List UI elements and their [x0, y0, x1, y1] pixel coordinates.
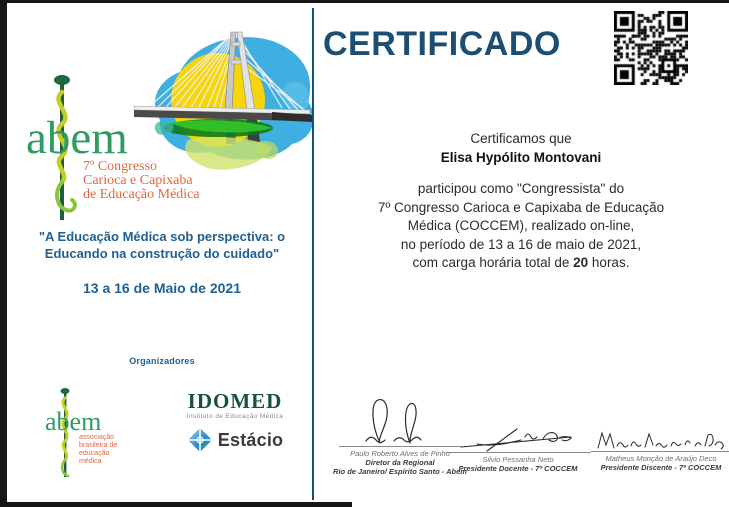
- svg-text:educação: educação: [79, 450, 110, 457]
- signature-scribble: [358, 396, 442, 446]
- intro-line: Certificamos que: [470, 131, 572, 146]
- signer-role: Presidente Discente - 7º COCCEM: [600, 463, 722, 472]
- hours-value: 20: [573, 255, 589, 270]
- signer-role: Presidente Docente - 7º COCCEM: [458, 464, 578, 473]
- photo-edge-left: [0, 0, 7, 507]
- certificate-body: [330, 130, 712, 273]
- signature-line: [446, 452, 591, 453]
- signer-name: Silvio Pessanha Neto: [482, 455, 554, 464]
- svg-text:7º Congresso: 7º Congresso: [83, 159, 157, 174]
- signature-block-2: [440, 427, 596, 473]
- svg-text:Carioca e Capixaba: Carioca e Capixaba: [83, 173, 193, 188]
- photo-edge-top: [0, 0, 729, 3]
- signature-block-3: [583, 430, 729, 472]
- congress-name: [83, 159, 200, 202]
- organizers-label: Organizadores: [129, 356, 195, 366]
- congress-logo: [20, 22, 312, 222]
- spacer: [330, 167, 712, 180]
- estacio-logo: [172, 427, 298, 453]
- body-line1: participou como "Congressista" do: [417, 181, 625, 196]
- abem-wordmark: abem: [26, 112, 128, 164]
- body-line4: no período de 13 a 16 de maio de 2021,: [400, 236, 642, 252]
- abem-caption: [79, 434, 117, 465]
- signature-line: [591, 451, 729, 452]
- idomed-estacio-logos: [172, 390, 298, 453]
- svg-text:de Educação Médica: de Educação Médica: [83, 187, 200, 202]
- signature-scribble: [595, 430, 727, 451]
- certificate-title: CERTIFICADO: [323, 25, 561, 63]
- svg-text:associação: associação: [79, 434, 115, 441]
- idomed-subtitle: Instituto de Educação Médica: [186, 413, 284, 420]
- signer-role: Diretor da Regional: [365, 458, 435, 467]
- body-line3: Médica (COCCEM), realizado on-line,: [407, 218, 635, 233]
- svg-text:brasileira de: brasileira de: [79, 442, 118, 449]
- svg-text:médica: médica: [79, 458, 102, 465]
- vertical-divider: [312, 8, 314, 500]
- recipient-name: Elisa Hypólito Montovani: [440, 149, 602, 165]
- estacio-diamond-icon: [187, 427, 213, 453]
- photo-edge-bottom: [0, 502, 352, 507]
- event-quote: [14, 228, 310, 262]
- event-date: 13 a 16 de Maio de 2021: [83, 280, 241, 296]
- body-line2: 7º Congresso Carioca e Capixaba de Educação: [377, 199, 665, 215]
- estacio-wordmark: Estácio: [217, 429, 284, 450]
- signature-scribble: [459, 427, 577, 452]
- quote-line2: Educando na construção do cuidado": [44, 246, 280, 261]
- idomed-wordmark: IDOMED: [187, 389, 283, 413]
- signer-name: Matheus Monção de Araújo Deco: [605, 454, 717, 463]
- signer-name: Paulo Roberto Alves de Pinho: [350, 449, 450, 458]
- abem-logo-small: [36, 382, 136, 484]
- abem-wordmark-small: abem: [45, 407, 102, 436]
- signer-role2: Rio de Janeiro/ Espírito Santo - Abem: [333, 467, 467, 476]
- quote-line1: "A Educação Médica sob perspectiva: o: [38, 229, 286, 244]
- body-line5: com carga horária total de 20 horas.: [412, 255, 630, 270]
- qr-code: [614, 11, 688, 85]
